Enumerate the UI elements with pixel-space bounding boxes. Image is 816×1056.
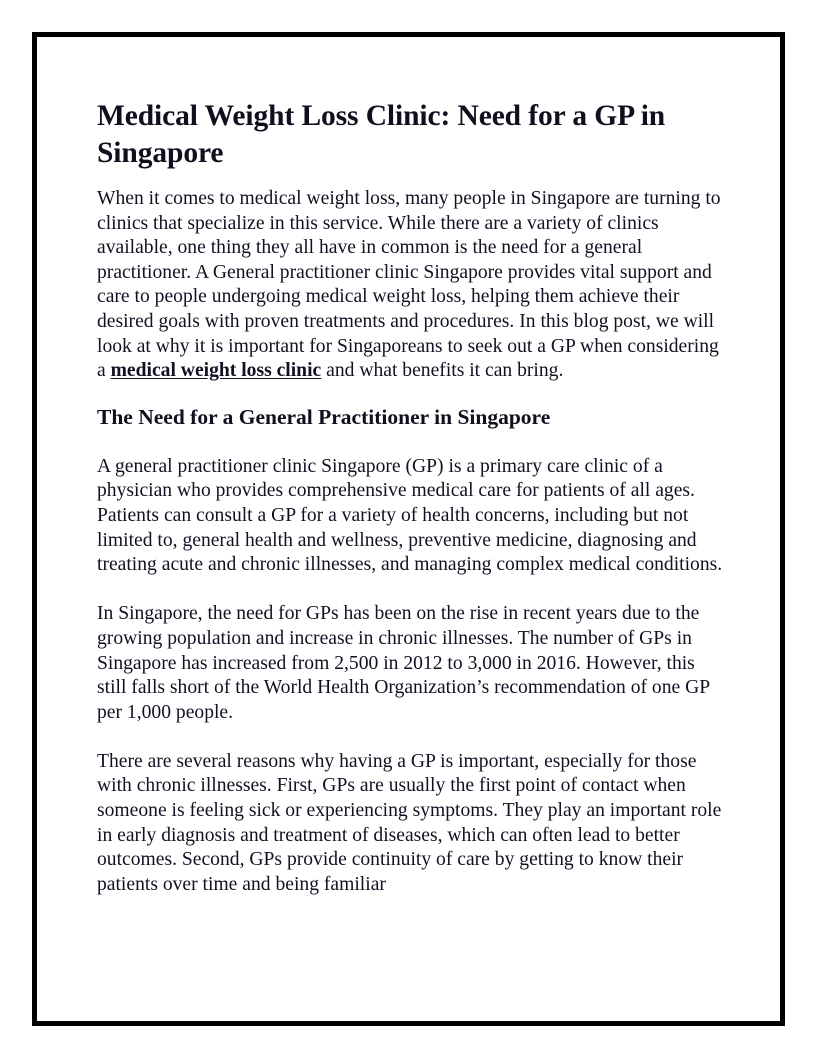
intro-text-after-link: and what benefits it can bring. — [321, 360, 564, 382]
intro-paragraph — [97, 187, 727, 384]
article-body — [97, 98, 727, 897]
section-heading: The Need for a General Practitioner in Singapore — [97, 404, 551, 429]
medical-weight-loss-clinic-link[interactable]: medical weight loss clinic — [110, 360, 322, 382]
body-paragraph-gp-definition: A general practitioner clinic Singapore (GP) is a primary care clinic of a physician who provides comprehensive medical care for patients of all ages. Patients can consult a GP for a variety of health concerns, including but not limited to, general health and wellness, preventive medicine, diagnosing and treating acute and chronic illnesses, and managing complex medical conditions. — [97, 455, 723, 576]
article-title: Medical Weight Loss Clinic: Need for a GP in Singapore — [97, 100, 666, 169]
intro-text-before-link: When it comes to medical weight loss, many people in Singapore are turning to clinics that specialize in this service. While there are a variety of clinics available, one thing they all have in common is the need for a general practitioner. A General practitioner clinic Singapore provides vital support and care to people undergoing medical weight loss, helping them achieve their desired goals with proven treatments and procedures. In this blog post, we will look at why it is important for Singaporeans to seek out a GP when considering a — [97, 188, 721, 382]
body-paragraph-gp-importance: There are several reasons why having a GP is important, especially for those with chronic illnesses. First, GPs are usually the first point of contact when someone is feeling sick or experiencing symptoms. They play an important role in early diagnosis and treatment of diseases, which can often lead to better outcomes. Second, GPs provide continuity of care by getting to know their patients over time and being familiar — [97, 750, 722, 895]
body-paragraph-gp-demand: In Singapore, the need for GPs has been on the rise in recent years due to the growing population and increase in chronic illnesses. The number of GPs in Singapore has increased from 2,500 in 2012 to 3,000 in 2016. However, this still falls short of the World Health Organization’s recommendation of one GP per 1,000 people. — [97, 603, 710, 723]
